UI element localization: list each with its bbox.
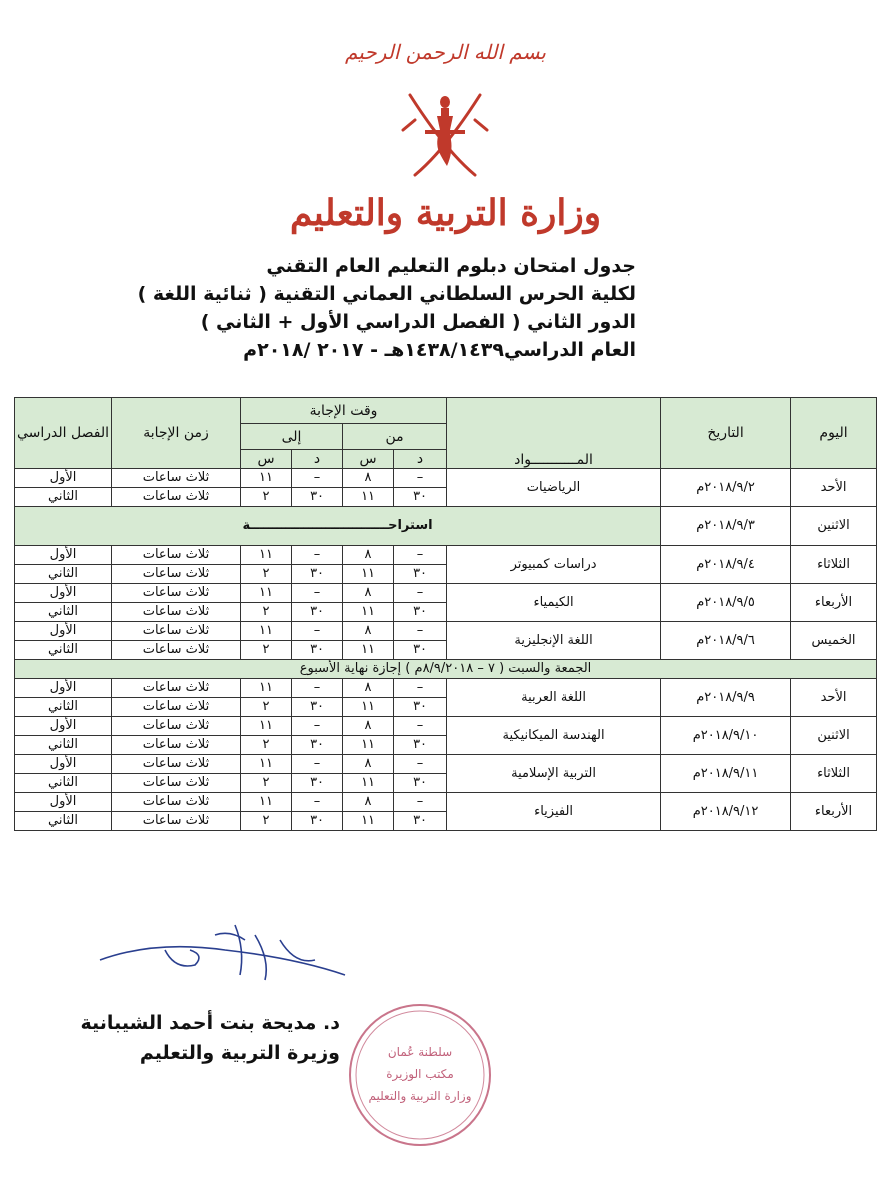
header-answer-time: وقت الإجابة xyxy=(241,398,447,424)
date-cell: ٢٠١٨/٩/٩م xyxy=(661,679,791,717)
table-row xyxy=(15,622,877,641)
basmala: بسم الله الرحمن الرحيم xyxy=(344,40,546,64)
date-cell: ٢٠١٨/٩/٤م xyxy=(661,546,791,584)
duration-cell: ثلاث ساعات xyxy=(112,603,241,622)
to-hour-cell: ٢ xyxy=(241,812,292,831)
to-minute-cell: ٣٠ xyxy=(292,774,343,793)
from-hour-cell: ٨ xyxy=(343,622,394,641)
subject-cell: اللغة الإنجليزية xyxy=(447,622,661,660)
semester-cell: الأول xyxy=(15,755,112,774)
subject-cell: التربية الإسلامية xyxy=(447,755,661,793)
duration-cell: ثلاث ساعات xyxy=(112,698,241,717)
to-hour-cell: ١١ xyxy=(241,755,292,774)
semester-cell: الثاني xyxy=(15,565,112,584)
to-minute-cell: ٣٠ xyxy=(292,488,343,507)
to-minute-cell: ٣٠ xyxy=(292,603,343,622)
semester-cell: الثاني xyxy=(15,488,112,507)
header-semester: الفصل الدراسي xyxy=(15,398,112,469)
to-minute-cell: – xyxy=(292,584,343,603)
day-cell: الثلاثاء xyxy=(791,546,877,584)
from-minute-cell: – xyxy=(394,584,447,603)
table-body xyxy=(15,469,877,831)
to-hour-cell: ١١ xyxy=(241,469,292,488)
document-titles xyxy=(138,252,636,364)
subject-cell: الفيزياء xyxy=(447,793,661,831)
table-row xyxy=(15,546,877,565)
from-hour-cell: ١١ xyxy=(343,565,394,584)
date-cell: ٢٠١٨/٩/١٢م xyxy=(661,793,791,831)
to-minute-cell: – xyxy=(292,622,343,641)
table-row xyxy=(15,679,877,698)
table-row xyxy=(15,469,877,488)
duration-cell: ثلاث ساعات xyxy=(112,546,241,565)
from-hour-cell: ١١ xyxy=(343,603,394,622)
duration-cell: ثلاث ساعات xyxy=(112,584,241,603)
to-hour-cell: ٢ xyxy=(241,603,292,622)
to-hour-cell: ١١ xyxy=(241,622,292,641)
duration-cell: ثلاث ساعات xyxy=(112,774,241,793)
duration-cell: ثلاث ساعات xyxy=(112,717,241,736)
day-cell: الاثنين xyxy=(791,717,877,755)
to-hour-cell: ١١ xyxy=(241,584,292,603)
duration-cell: ثلاث ساعات xyxy=(112,469,241,488)
exam-schedule-table xyxy=(14,397,877,831)
to-minute-cell: ٣٠ xyxy=(292,641,343,660)
day-cell: الخميس xyxy=(791,622,877,660)
title-line-2: لكلية الحرس السلطاني العماني التقنية ( ثنائية اللغة ) xyxy=(137,283,636,305)
from-hour-cell: ٨ xyxy=(343,717,394,736)
to-hour-cell: ١١ xyxy=(241,717,292,736)
to-minute-cell: ٣٠ xyxy=(292,812,343,831)
stamp-line-2: مكتب الوزيرة xyxy=(386,1067,454,1081)
from-hour-cell: ١١ xyxy=(343,641,394,660)
stamp-line-1: سلطنة عُمان xyxy=(387,1045,453,1059)
date-cell: ٢٠١٨/٩/٢م xyxy=(661,469,791,507)
from-hour-cell: ١١ xyxy=(343,812,394,831)
from-hour-cell: ٨ xyxy=(343,793,394,812)
table-header xyxy=(15,398,877,469)
subject-cell: الكيمياء xyxy=(447,584,661,622)
signer-block xyxy=(60,1008,340,1068)
subject-cell: اللغة العربية xyxy=(447,679,661,717)
from-minute-cell: ٣٠ xyxy=(394,736,447,755)
stamp-text xyxy=(345,1045,495,1103)
semester-cell: الأول xyxy=(15,546,112,565)
title-line-3: الدور الثاني ( الفصل الدراسي الأول + الثاني ) xyxy=(200,311,636,333)
day-cell: الأحد xyxy=(791,469,877,507)
from-minute-cell: ٣٠ xyxy=(394,774,447,793)
from-minute-cell: – xyxy=(394,546,447,565)
semester-cell: الأول xyxy=(15,469,112,488)
semester-cell: الثاني xyxy=(15,603,112,622)
semester-cell: الثاني xyxy=(15,812,112,831)
day-cell: الاثنين xyxy=(791,507,877,546)
to-hour-cell: ٢ xyxy=(241,774,292,793)
day-cell: الأربعاء xyxy=(791,793,877,831)
semester-cell: الأول xyxy=(15,584,112,603)
title-line-4: العام الدراسي١٤٣٨/١٤٣٩هـ - ٢٠١٧ /٢٠١٨م xyxy=(243,339,636,361)
duration-cell: ثلاث ساعات xyxy=(112,679,241,698)
to-hour-cell: ٢ xyxy=(241,565,292,584)
from-hour-cell: ١١ xyxy=(343,774,394,793)
day-cell: الثلاثاء xyxy=(791,755,877,793)
from-hour-cell: ١١ xyxy=(343,488,394,507)
from-hour-cell: ٨ xyxy=(343,469,394,488)
duration-cell: ثلاث ساعات xyxy=(112,622,241,641)
semester-cell: الأول xyxy=(15,717,112,736)
to-minute-cell: ٣٠ xyxy=(292,565,343,584)
to-hour-cell: ٢ xyxy=(241,698,292,717)
from-hour-cell: ٨ xyxy=(343,584,394,603)
from-minute-cell: ٣٠ xyxy=(394,641,447,660)
to-minute-cell: – xyxy=(292,717,343,736)
signer-name: د. مديحة بنت أحمد الشيبانية xyxy=(80,1012,340,1034)
date-cell: ٢٠١٨/٩/٣م xyxy=(661,507,791,546)
from-minute-cell: – xyxy=(394,793,447,812)
semester-cell: الثاني xyxy=(15,736,112,755)
date-cell: ٢٠١٨/٩/٦م xyxy=(661,622,791,660)
to-minute-cell: – xyxy=(292,793,343,812)
semester-cell: الأول xyxy=(15,679,112,698)
semester-cell: الأول xyxy=(15,622,112,641)
signature-icon xyxy=(95,920,355,990)
from-minute-cell: – xyxy=(394,469,447,488)
title-line-1: جدول امتحان دبلوم التعليم العام التقني xyxy=(266,255,636,277)
from-minute-cell: ٣٠ xyxy=(394,603,447,622)
table-row xyxy=(15,717,877,736)
to-minute-cell: – xyxy=(292,469,343,488)
oman-emblem-icon xyxy=(395,80,495,185)
from-minute-cell: ٣٠ xyxy=(394,565,447,584)
to-minute-cell: – xyxy=(292,679,343,698)
to-hour-cell: ٢ xyxy=(241,641,292,660)
duration-cell: ثلاث ساعات xyxy=(112,736,241,755)
from-hour-cell: ٨ xyxy=(343,755,394,774)
weekend-label: الجمعة والسبت ( ٧ – ٨/٩/٢٠١٨م ) إجازة نهاية الأسبوع xyxy=(15,660,877,679)
date-cell: ٢٠١٨/٩/١١م xyxy=(661,755,791,793)
duration-cell: ثلاث ساعات xyxy=(112,488,241,507)
rest-row xyxy=(15,507,877,546)
date-cell: ٢٠١٨/٩/١٠م xyxy=(661,717,791,755)
day-cell: الأحد xyxy=(791,679,877,717)
subject-cell: دراسات كمبيوتر xyxy=(447,546,661,584)
to-hour-cell: ٢ xyxy=(241,488,292,507)
to-minute-cell: – xyxy=(292,546,343,565)
from-minute-cell: – xyxy=(394,679,447,698)
semester-cell: الثاني xyxy=(15,641,112,660)
from-hour-cell: ١١ xyxy=(343,698,394,717)
from-hour-cell: ٨ xyxy=(343,546,394,565)
from-minute-cell: ٣٠ xyxy=(394,488,447,507)
from-minute-cell: – xyxy=(394,717,447,736)
signer-title: وزيرة التربية والتعليم xyxy=(139,1042,340,1064)
ministry-logo-text: وزارة التربية والتعليم xyxy=(289,192,602,234)
from-minute-cell: ٣٠ xyxy=(394,812,447,831)
header-to-hour: س xyxy=(241,450,292,469)
stamp-line-3: وزارة التربية والتعليم xyxy=(368,1089,472,1103)
to-hour-cell: ٢ xyxy=(241,736,292,755)
semester-cell: الثاني xyxy=(15,774,112,793)
semester-cell: الأول xyxy=(15,793,112,812)
from-minute-cell: ٣٠ xyxy=(394,698,447,717)
header-day: اليوم xyxy=(791,398,877,469)
rest-label: استراحـــــــــــــــــــــــــــــــة xyxy=(15,507,661,546)
from-minute-cell: – xyxy=(394,755,447,774)
from-minute-cell: – xyxy=(394,622,447,641)
to-minute-cell: ٣٠ xyxy=(292,698,343,717)
header-to: إلى xyxy=(241,424,343,450)
duration-cell: ثلاث ساعات xyxy=(112,793,241,812)
header-to-minute: د xyxy=(292,450,343,469)
to-hour-cell: ١١ xyxy=(241,679,292,698)
weekend-row xyxy=(15,660,877,679)
table-row xyxy=(15,793,877,812)
header-subject: المـــــــــــواد xyxy=(447,398,661,469)
from-hour-cell: ٨ xyxy=(343,679,394,698)
semester-cell: الثاني xyxy=(15,698,112,717)
subject-cell: الهندسة الميكانيكية xyxy=(447,717,661,755)
to-minute-cell: ٣٠ xyxy=(292,736,343,755)
header-date: التاريخ xyxy=(661,398,791,469)
duration-cell: ثلاث ساعات xyxy=(112,755,241,774)
table-row xyxy=(15,584,877,603)
duration-cell: ثلاث ساعات xyxy=(112,812,241,831)
header-duration: زمن الإجابة xyxy=(112,398,241,469)
header-from-minute: د xyxy=(394,450,447,469)
day-cell: الأربعاء xyxy=(791,584,877,622)
subject-cell: الرياضيات xyxy=(447,469,661,507)
from-hour-cell: ١١ xyxy=(343,736,394,755)
table-row xyxy=(15,755,877,774)
date-cell: ٢٠١٨/٩/٥م xyxy=(661,584,791,622)
header-from-hour: س xyxy=(343,450,394,469)
duration-cell: ثلاث ساعات xyxy=(112,641,241,660)
to-hour-cell: ١١ xyxy=(241,793,292,812)
to-minute-cell: – xyxy=(292,755,343,774)
to-hour-cell: ١١ xyxy=(241,546,292,565)
header-from: من xyxy=(343,424,447,450)
duration-cell: ثلاث ساعات xyxy=(112,565,241,584)
